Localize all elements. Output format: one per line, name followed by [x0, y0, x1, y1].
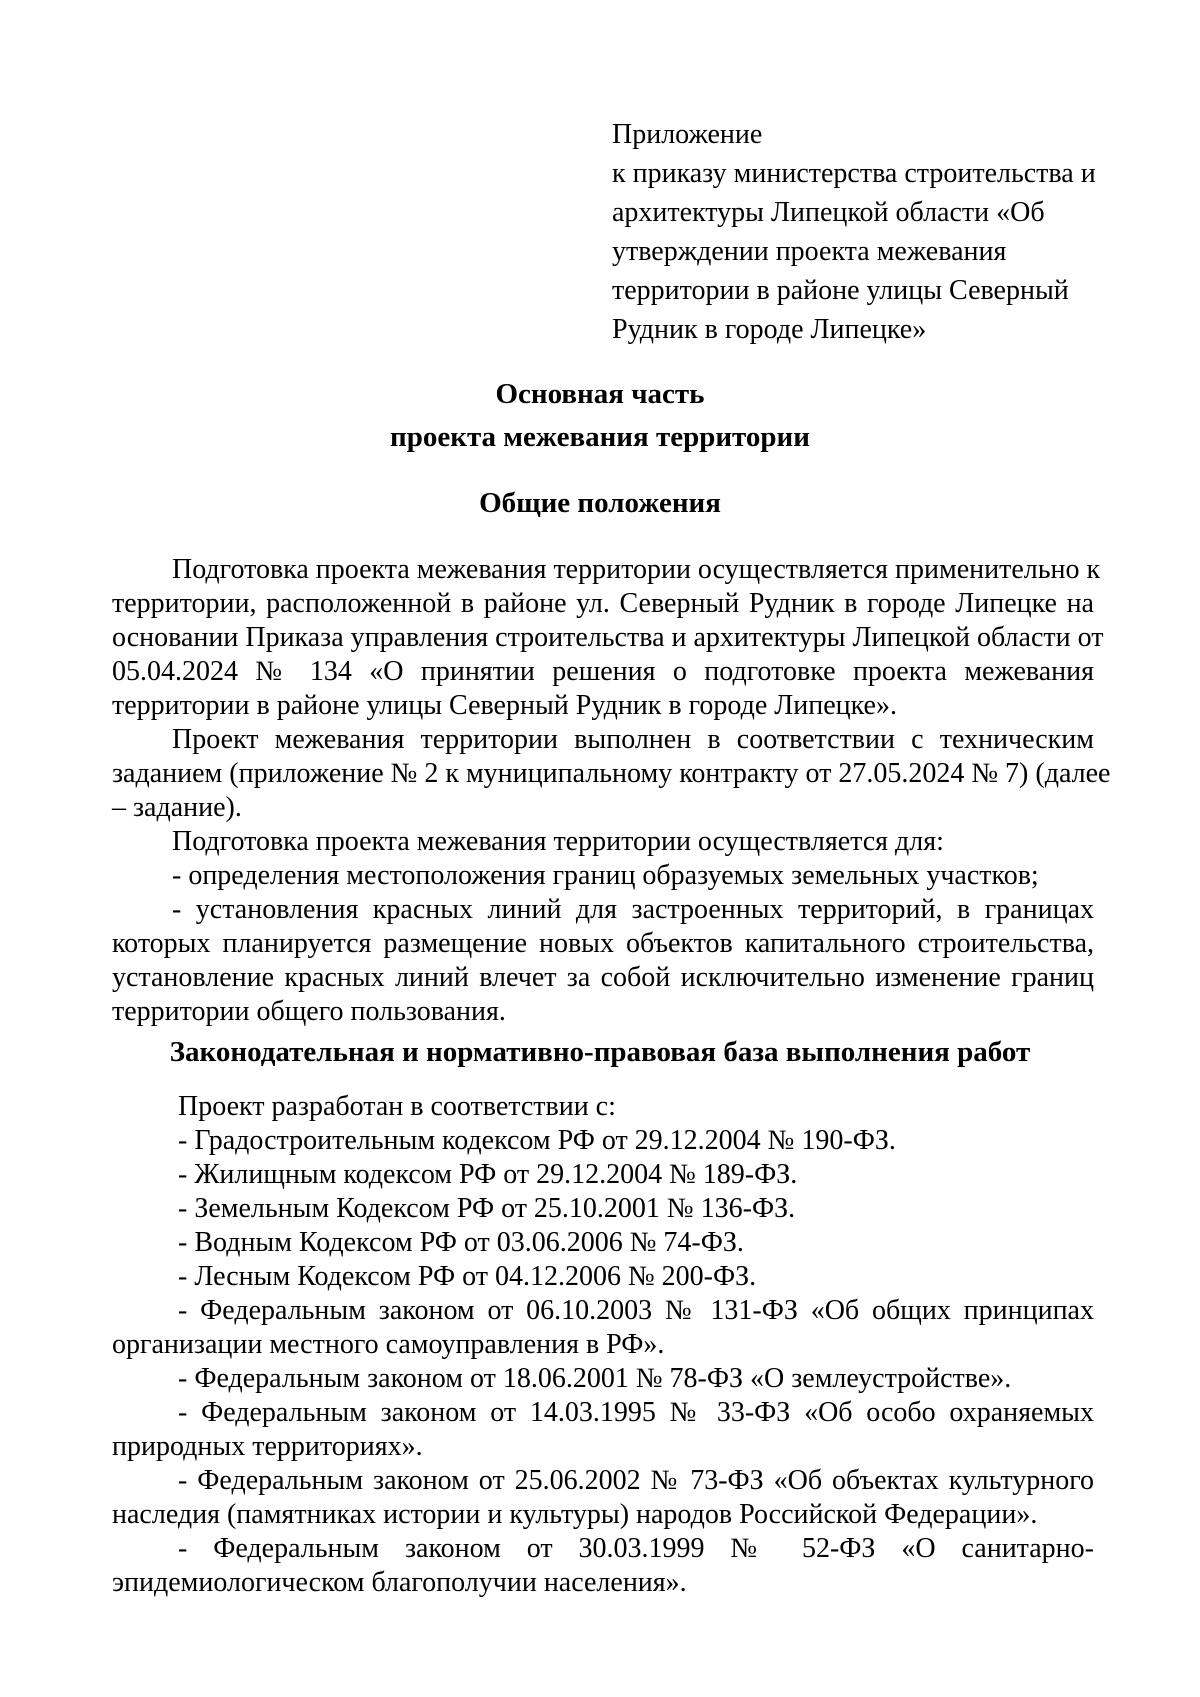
paragraph-line: установление красных линий влечет за собой исключительно изменение границ	[112, 962, 1094, 993]
appendix-line: к приказу министерства строительства и	[612, 158, 1096, 189]
paragraph-line: – задание).	[112, 792, 242, 823]
appendix-line: утверждении проекта межевания	[612, 236, 1007, 267]
paragraph-line: Проект разработан в соответствии с:	[178, 1091, 616, 1122]
list-item: - Жилищным кодексом РФ от 29.12.2004 № 189-ФЗ.	[178, 1159, 798, 1190]
appendix-line: Приложение	[612, 119, 763, 150]
paragraph-line: которых планируется размещение новых объектов капитального строительства,	[112, 928, 1094, 959]
list-item: - Федеральным законом от 14.03.1995 № 33-ФЗ «Об особо охраняемых	[178, 1397, 1094, 1428]
list-item: - Градостроительным кодексом РФ от 29.12.2004 № 190-ФЗ.	[178, 1125, 896, 1156]
paragraph-line: территории, расположенной в районе ул. Северный Рудник в городе Липецке на	[112, 588, 1094, 619]
list-item: - Земельным Кодексом РФ от 25.10.2001 № 136-ФЗ.	[178, 1193, 796, 1224]
paragraph-line: 05.04.2024 № 134 «О принятии решения о подготовке проекта межевания	[112, 656, 1094, 687]
list-item: - Лесным Кодексом РФ от 04.12.2006 № 200-ФЗ.	[178, 1261, 757, 1292]
list-item: - Федеральным законом от 25.06.2002 № 73-ФЗ «Об объектах культурного	[178, 1465, 1094, 1496]
list-item: - определения местоположения границ образуемых земельных участков;	[172, 860, 1039, 891]
section-heading-legal-base: Законодательная и нормативно-правовая база выполнения работ	[169, 1036, 1031, 1068]
appendix-line: территории в районе улицы Северный	[612, 275, 1069, 306]
paragraph-line: Проект межевания территории выполнен в соответствии с техническим	[172, 724, 1094, 755]
appendix-block	[612, 115, 1132, 349]
list-item: - Федеральным законом от 06.10.2003 № 131-ФЗ «Об общих принципах	[178, 1295, 1094, 1326]
paragraph-line: Подготовка проекта межевания территории осуществляется применительно к	[172, 554, 1101, 585]
paragraph-line: основании Приказа управления строительства и архитектуры Липецкой области от	[112, 622, 1104, 653]
paragraph-line: природных территориях».	[112, 1431, 423, 1462]
appendix-line: Рудник в городе Липецке»	[612, 314, 927, 345]
list-item: - Водным Кодексом РФ от 03.06.2006 № 74-ФЗ.	[178, 1227, 744, 1258]
paragraph-line: Подготовка проекта межевания территории осуществляется для:	[172, 826, 944, 857]
list-item: - Федеральным законом от 30.03.1999 № 52-ФЗ «О санитарно-	[178, 1533, 1094, 1564]
document-subtitle: проекта межевания территории	[390, 421, 810, 453]
list-item: - установления красных линий для застроенных территорий, в границах	[172, 894, 1094, 925]
paragraph-line: заданием (приложение № 2 к муниципальному контракту от 27.05.2024 № 7) (далее	[112, 758, 1111, 789]
paragraph-line: территории общего пользования.	[112, 996, 506, 1027]
appendix-line: архитектуры Липецкой области «Об	[612, 197, 1045, 228]
paragraph-line: наследия (памятниках истории и культуры) народов Российской Федерации».	[112, 1499, 1038, 1530]
paragraph-line: организации местного самоуправления в РФ».	[112, 1329, 665, 1360]
paragraph-line: территории в районе улицы Северный Рудник в городе Липецке».	[112, 690, 897, 721]
document-title: Основная часть	[495, 378, 705, 410]
section-heading-general: Общие положения	[479, 487, 721, 519]
list-item: - Федеральным законом от 18.06.2001 № 78-ФЗ «О землеустройстве».	[178, 1363, 1012, 1394]
paragraph-line: эпидемиологическом благополучии населения».	[112, 1567, 687, 1598]
